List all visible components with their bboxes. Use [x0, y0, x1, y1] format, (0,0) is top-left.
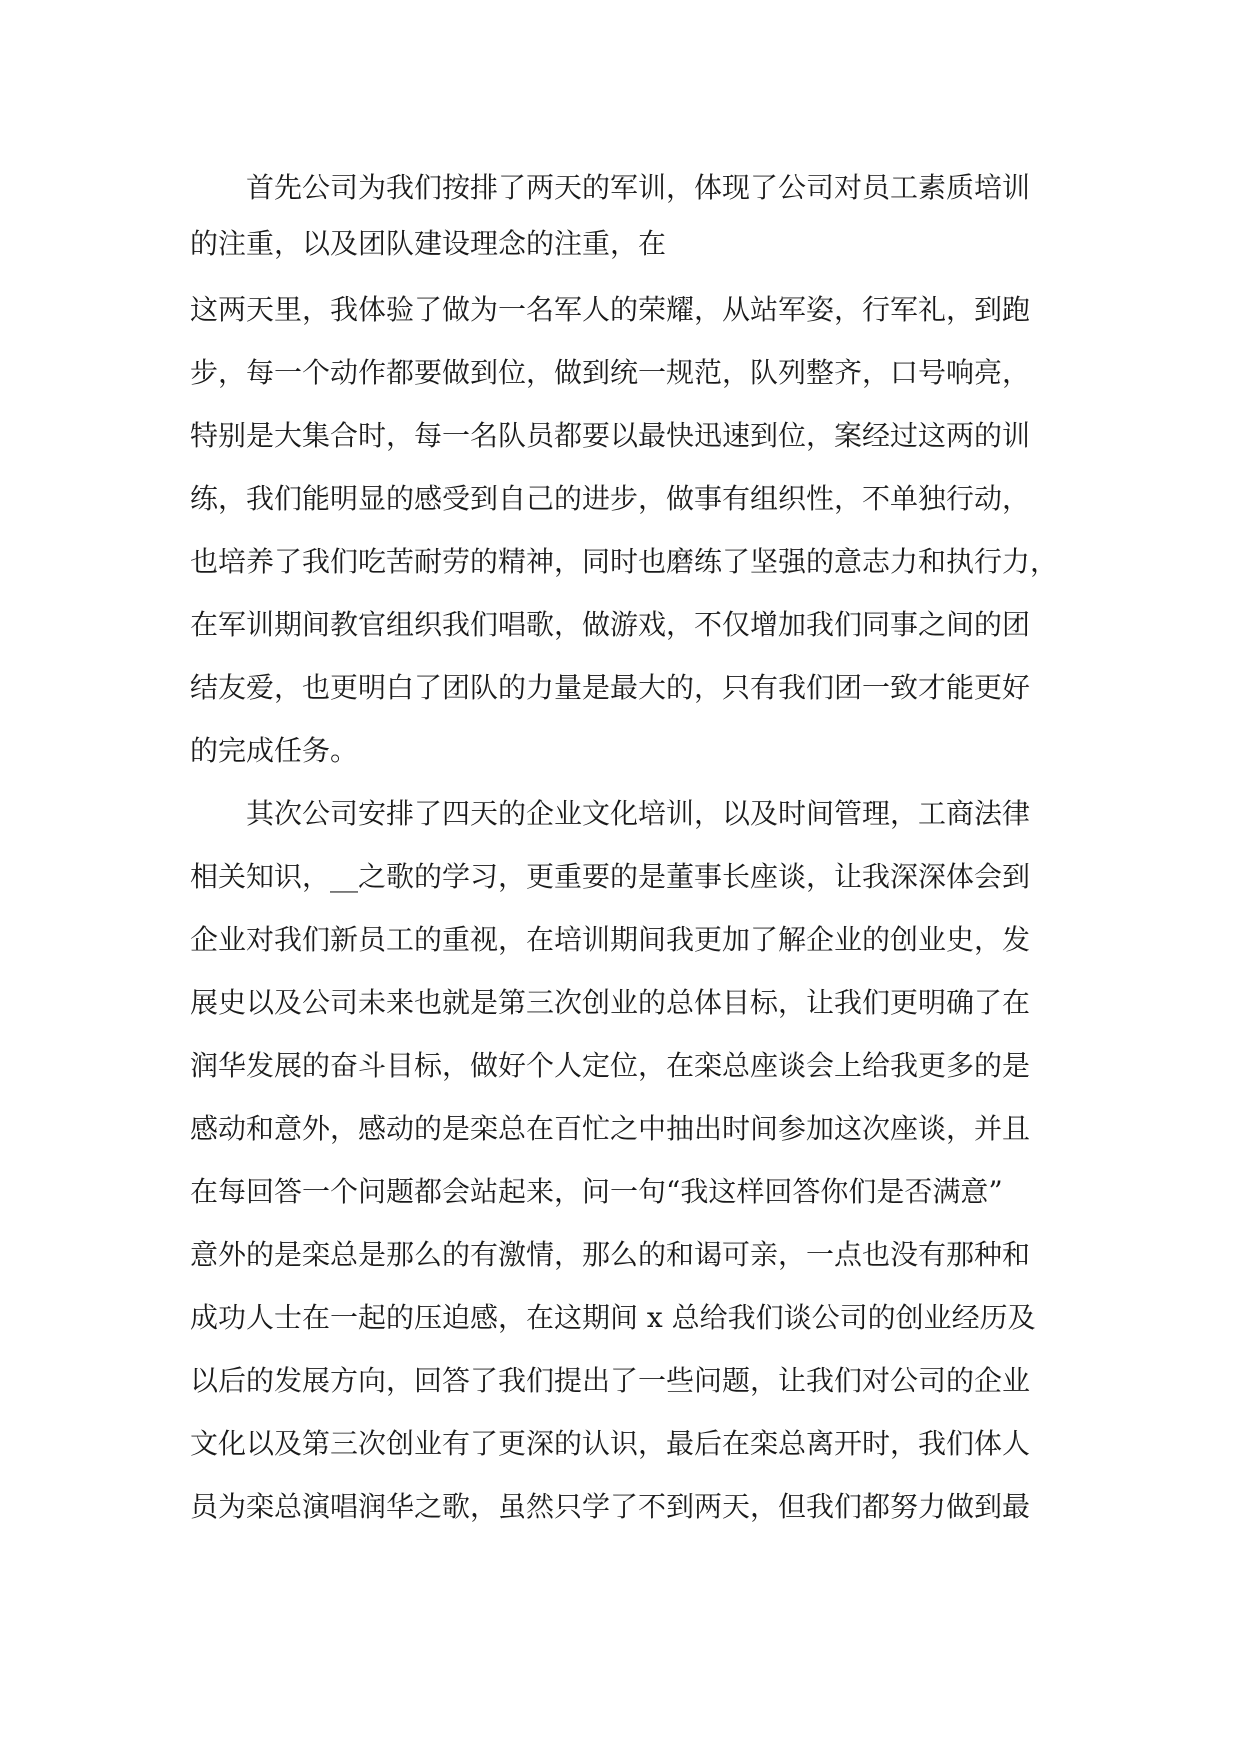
- paragraph-1-line-2: 的注重，以及团队建设理念的注重，在: [190, 227, 667, 260]
- paragraph-2-line-3: 特别是大集合时，每一名队员都要以最快迅速到位，案经过这两的训: [190, 419, 1031, 452]
- paragraph-2-line-2: 步，每一个动作都要做到位，做到统一规范，队列整齐，口号响亮，: [190, 356, 1031, 389]
- paragraph-2-line-4: 练，我们能明显的感受到自己的进步，做事有组织性，不单独行动，: [190, 482, 1031, 515]
- paragraph-3-line-4: 展史以及公司未来也就是第三次创业的总体目标，让我们更明确了在: [190, 986, 1031, 1019]
- paragraph-3-line-5: 润华发展的奋斗目标，做好个人定位，在栾总座谈会上给我更多的是: [190, 1049, 1031, 1082]
- paragraph-2-line-5: 也培养了我们吃苦耐劳的精神，同时也磨练了坚强的意志力和执行力，: [190, 545, 1059, 578]
- paragraph-3-line-9: 成功人士在一起的压迫感，在这期间 x 总给我们谈公司的创业经历及: [190, 1301, 1036, 1334]
- paragraph-3-line-7: 在每回答一个问题都会站起来，问一句“我这样回答你们是否满意”: [190, 1175, 1003, 1208]
- paragraph-3-line-1: 其次公司安排了四天的企业文化培训，以及时间管理，工商法律: [246, 797, 1031, 830]
- paragraph-3-line-10: 以后的发展方向，回答了我们提出了一些问题，让我们对公司的企业: [190, 1364, 1031, 1397]
- paragraph-3-line-2: 相关知识，__之歌的学习，更重要的是董事长座谈，让我深深体会到: [190, 860, 1031, 893]
- paragraph-3-line-6: 感动和意外，感动的是栾总在百忙之中抽出时间参加这次座谈，并且: [190, 1112, 1031, 1145]
- paragraph-3-line-12: 员为栾总演唱润华之歌，虽然只学了不到两天，但我们都努力做到最: [190, 1490, 1031, 1523]
- paragraph-3-line-8: 意外的是栾总是那么的有激情，那么的和谒可亲，一点也没有那种和: [190, 1238, 1031, 1271]
- paragraph-2-line-6: 在军训期间教官组织我们唱歌，做游戏，不仅增加我们同事之间的团: [190, 608, 1031, 641]
- paragraph-2-line-1: 这两天里，我体验了做为一名军人的荣耀，从站军姿，行军礼，到跑: [190, 293, 1031, 326]
- paragraph-2-line-8: 的完成任务。: [190, 734, 359, 767]
- paragraph-2-line-7: 结友爱，也更明白了团队的力量是最大的，只有我们团一致才能更好: [190, 671, 1031, 704]
- paragraph-3-line-3: 企业对我们新员工的重视，在培训期间我更加了解企业的创业史，发: [190, 923, 1031, 956]
- paragraph-3-line-11: 文化以及第三次创业有了更深的认识，最后在栾总离开时，我们体人: [190, 1427, 1031, 1460]
- paragraph-1-line-1: 首先公司为我们按排了两天的军训，体现了公司对员工素质培训: [246, 171, 1031, 204]
